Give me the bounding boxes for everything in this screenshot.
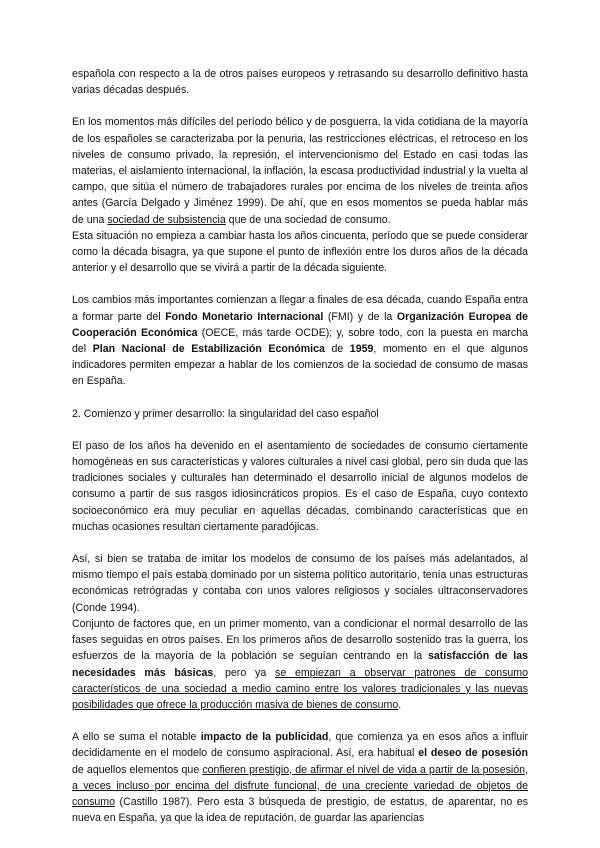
text-run: de — [324, 343, 350, 356]
text-run: española con respecto a la de otros países europeos y retrasando su desarrollo definitivo hasta varias décadas después. — [72, 68, 528, 97]
underlined-text: confieren prestigio, de afirmar el nivel de vida a partir de la posesión, a veces incluso por encima del disfrute funcional, de una creciente variedad de objetos de consumo — [72, 763, 528, 808]
paragraph — [72, 729, 528, 826]
text-run: A ello se suma el notable — [72, 731, 201, 744]
bold-text: Fondo Monetario Internacional — [165, 310, 324, 323]
text-run: (FMI) y de la — [323, 310, 397, 323]
paragraph — [72, 66, 528, 98]
bold-text: Organización Europea de Cooperación Económica — [72, 310, 528, 339]
text-run: Conjunto de factores que, en un primer momento, van a condicionar el normal desarrollo de las fases seguidas en otros países. En los primeros años de desarrollo sostenido tras la guerra, los esfuerzos de la mayoría de la población se seguían centrando en la — [72, 617, 528, 663]
paragraph — [72, 114, 528, 227]
text-run: , que comienza ya en esos años a influir decididamente en el modelo de consumo aspiracional. Así, era habitual — [72, 731, 528, 760]
text-run: (OECE, más tarde OCDE); y, sobre todo, con la puesta en marcha del — [72, 326, 528, 356]
section-heading: 2. Comienzo y primer desarrollo: la singularidad del caso español — [72, 407, 379, 420]
bold-text: 1959 — [349, 343, 374, 356]
text-run: En los momentos más difíciles del período bélico y de posguerra, la vida cotidiana de la mayoría de los españoles se caracterizaba por la penuria, las restricciones eléctricas, el retroceso en los niveles de consumo privado, la represión, el intervencionismo del Estado en casi todas las materias, el aislamiento internacional, la inflación, la escasa productividad industrial y la vuelta al campo, que sitúa el número de trabajadores rurales por encima de los niveles de treinta años antes (García Delgado y Jiménez 1999). De ahí, que en esos momentos se pueda hablar más de una — [72, 116, 528, 226]
paragraph — [72, 551, 528, 616]
bold-text: el deseo de posesión — [418, 747, 528, 760]
text-run: Esta situación no empieza a cambiar hasta los años cincuenta, período que se puede considerar como la década bisagra, ya que supone el punto de inflexión entre los duros años de la década anterior y el desarrollo que se vivirá a partir de la década siguiente. — [72, 229, 528, 275]
text-run: . — [398, 698, 402, 711]
paragraph — [72, 616, 528, 713]
text-run: que de una sociedad de consumo. — [225, 213, 391, 226]
text-run: Los cambios más importantes comienzan a llegar a finales de esa década, cuando España entra a formar parte del — [72, 294, 528, 323]
paragraph — [72, 292, 528, 389]
text-run: , pero ya — [213, 666, 276, 679]
text-run: , momento en el que algunos indicadores permiten empezar a hablar de los comienzos de la sociedad de consumo de masas en España. — [72, 343, 529, 388]
bold-text: satisfacción de las necesidades más básicas — [72, 650, 528, 679]
paragraph — [72, 438, 528, 535]
text-run: El paso de los años ha devenido en el asentamiento de sociedades de consumo ciertamente homogéneas en sus características y valores culturales a nivel casi global, pero sin duda que las tradiciones sociales y culturales han determinado el desarrollo inicial de algunos modelos de consumo a partir de sus rasgos idiosincráticos propios. Es el caso de España, cuyo contexto socioeconómico era muy peculiar en aquellas décadas, combinando características que en muchas ocasiones resultan ciertamente paradójicas. — [72, 439, 528, 533]
underlined-text: se empiezan a observar patrones de consumo característicos de una sociedad a medio camino entre los valores tradicionales y las nuevas posibilidades que ofrece la producción masiva de bienes de consumo — [72, 666, 529, 711]
underlined-text: sociedad de subsistencia — [107, 213, 226, 226]
paragraph — [72, 228, 528, 277]
bold-text: Plan Nacional de Estabilización Económica — [92, 343, 325, 356]
text-run: Así, si bien se trataba de imitar los modelos de consumo de los países más adelantados, al mismo tiempo el país estaba dominado por un sistema político autoritario, tenía unas estructuras económicas retrógradas y contaba con unos valores religiosos y sociales ultraconservadores (Conde 1994). — [72, 553, 528, 614]
text-run: de aquellos elementos que — [72, 763, 203, 776]
bold-text: impacto de la publicidad — [200, 731, 329, 744]
text-run: (Castillo 1987). Pero esta 3 búsqueda de prestigio, de estatus, de aparentar, no es nueva en España, ya que la idea de reputación, de guardar las apariencias — [72, 795, 528, 825]
